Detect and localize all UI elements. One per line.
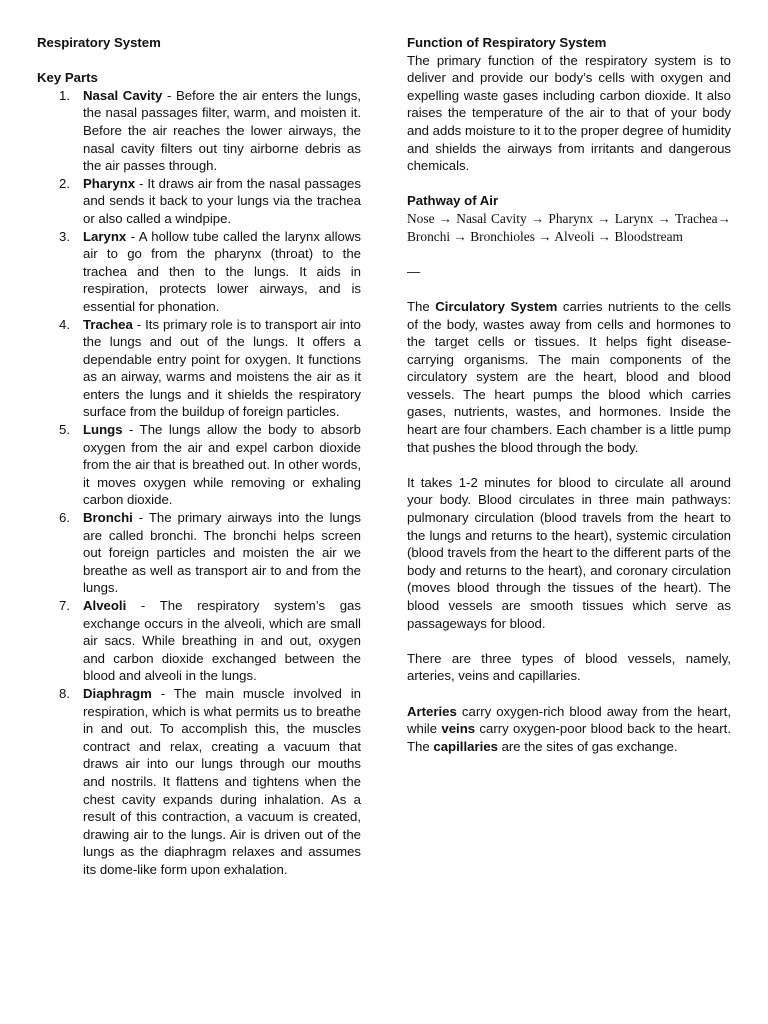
description: - It draws air from the nasal passages and sends it back to your lungs via the trachea or also called a windpipe. <box>83 175 361 226</box>
list-item: 6. Bronchi - The primary airways into the lungs are called bronchi. The bronchi helps screen out foreign particles and moisten the air we breathe as well as transport air to and from the lungs. <box>59 510 361 596</box>
description: - A hollow tube called the larynx allows air to go from the pharynx (throat) to the trachea and then to the lungs. It aids in respiration, protects lower airways, and is essential for phonation. <box>83 228 361 314</box>
key-parts-list <box>37 87 361 879</box>
function-heading: Function of Respiratory System <box>407 35 607 50</box>
capillaries-term: capillaries <box>433 738 498 754</box>
description: - The lungs allow the body to absorb oxygen from the air and expel carbon dioxide from the air that is breathed out. In other words, it moves oxygen while removing or exhaling carbon dioxide. <box>83 422 361 508</box>
description: - Its primary role is to transport air into the lungs and out of the lungs. It offers a dependable entry point for oxygen. It functions as an airway, warms and moistens the air as it enters the lungs and it shields the respiratory surface from the buildup of foreign particles. <box>83 316 361 420</box>
function-paragraph: The primary function of the respiratory system is to deliver and provide our body’s cells with oxygen and expelling waste gases including carbon dioxide. It also raises the temperature of the air to that of your body and adds moisture to it to the proper degree of humidity and shields the airways from irritants and dangerous chemicals. <box>407 52 732 174</box>
blood-vessels-paragraph: There are three types of blood vessels, namely, arteries, veins and capillaries. <box>407 650 731 684</box>
section-divider: — <box>407 263 421 279</box>
left-column <box>37 34 361 879</box>
term: Bronchi <box>83 510 133 526</box>
arteries-term: Arteries <box>407 703 457 719</box>
list-item: 8. Diaphragm - The main muscle involved in respiration, which is what permits us to breathe in and out. To accomplish this, the muscles contract and relax, creating a vacuum that draws air into our lungs through our mouths and nostrils. It flattens and tightens when the chest cavity expands during inhalation. As a result of this contraction, a vacuum is created, drawing air to the lungs. Air is driven out of the lungs as the diaphragm relaxes and assumes its dome-like form upon exhalation. <box>59 685 361 877</box>
pathway-text: Nose → Nasal Cavity → Pharynx → Larynx → Trachea→ Bronchi → Bronchioles → Alveoli → Bloodstream <box>407 210 731 244</box>
key-parts-heading: Key Parts <box>37 70 98 86</box>
list-item: 4. Trachea - Its primary role is to transport air into the lungs and out of the lungs. It offers a dependable entry point for oxygen. It functions as an airway, warms and moistens the air as it enters the lungs and it shields the respiratory surface from the buildup of foreign particles. <box>59 316 361 420</box>
list-item: 3. Larynx - A hollow tube called the larynx allows air to go from the pharynx (throat) to the trachea and then to the lungs. It aids in respiration, protects lower airways, and is essential for phonation. <box>59 228 361 314</box>
term: Nasal Cavity <box>83 87 163 103</box>
term: Diaphragm <box>83 685 152 701</box>
circulation-paragraph: It takes 1-2 minutes for blood to circulate all around your body. Blood circulates in three main pathways: pulmonary circulation (blood travels from the heart to the lungs and returns to the heart), systemic circulation (blood travels from the heart to the different parts of the body and returns to the heart), and coronary circulation (moves blood through the tissues of the heart). The blood vessels are smooth tissues which serve as passageways for blood. <box>407 474 731 631</box>
term: Pharynx <box>83 175 136 191</box>
circulatory-system-term: Circulatory System <box>435 298 558 314</box>
term: Alveoli <box>83 598 127 613</box>
pathway-heading: Pathway of Air <box>407 193 499 209</box>
description: - The main muscle involved in respiration, which is what permits us to breathe in and out. To accomplish this, the muscles contract and relax, creating a vacuum that draws air into our lungs through our mouths and nostrils. It flattens and tightens when the chest cavity expands during inhalation. As a result of this contraction, a vacuum is created, drawing air to the lungs. Air is driven out of the lungs as the diaphragm relaxes and assumes its dome-like form upon exhalation. <box>83 685 361 877</box>
description: - Before the air enters the lungs, the nasal passages filter, warm, and moisten it. Before the air reaches the lower airways, the nasal cavity filters out tiny airborne debris as the air passes through. <box>83 87 361 174</box>
list-item: 2. Pharynx - It draws air from the nasal passages and sends it back to your lungs via the trachea or also called a windpipe. <box>59 175 361 226</box>
list-item: 7. Alveoli - The respiratory system’s gas exchange occurs in the alveoli, which are small air sacs. While breathing in and out, oxygen and carbon dioxide exchanged between the blood and alveoli in the lungs. <box>59 598 361 684</box>
term: Lungs <box>83 422 123 438</box>
description: - The respiratory system’s gas exchange occurs in the alveoli, which are small air sacs. While breathing in and out, oxygen and carbon dioxide exchanged between the blood and alveoli in the lungs. <box>83 598 361 684</box>
term: Larynx <box>83 228 127 244</box>
vessel-types-paragraph: Arteries carry oxygen-rich blood away from the heart, while veins carry oxygen-poor blood back to the heart. The capillaries are the sites of gas exchange. <box>407 703 731 754</box>
document-title: Respiratory System <box>37 35 161 50</box>
list-item: 5. Lungs - The lungs allow the body to absorb oxygen from the air and expel carbon dioxide from the air that is breathed out. In other words, it moves oxygen while removing or exhaling carbon dioxide. <box>59 422 361 508</box>
circulatory-paragraph: The Circulatory System carries nutrients to the cells of the body, wastes away from cells and hormones to the target cells or tissues. It helps fight disease-carrying organisms. The main components of the circulatory system are the heart, blood and blood vessels. The heart pumps the blood which carries gases, nutrients, wastes, and hormones. Inside the heart are four chambers. Each chamber is a little pump that pushes the blood through the body. <box>407 298 731 455</box>
description: - The primary airways into the lungs are called bronchi. The bronchi helps screen out foreign particles and moisten the air we breathe as well as transport air to and from the lungs. <box>83 510 361 596</box>
veins-term: veins <box>441 721 476 737</box>
right-column <box>407 34 731 755</box>
term: Trachea <box>83 316 133 332</box>
list-item: 1. Nasal Cavity - Before the air enters the lungs, the nasal passages filter, warm, and moisten it. Before the air reaches the lower airways, the nasal cavity filters out tiny airborne debris as the air passes through. <box>59 87 361 174</box>
